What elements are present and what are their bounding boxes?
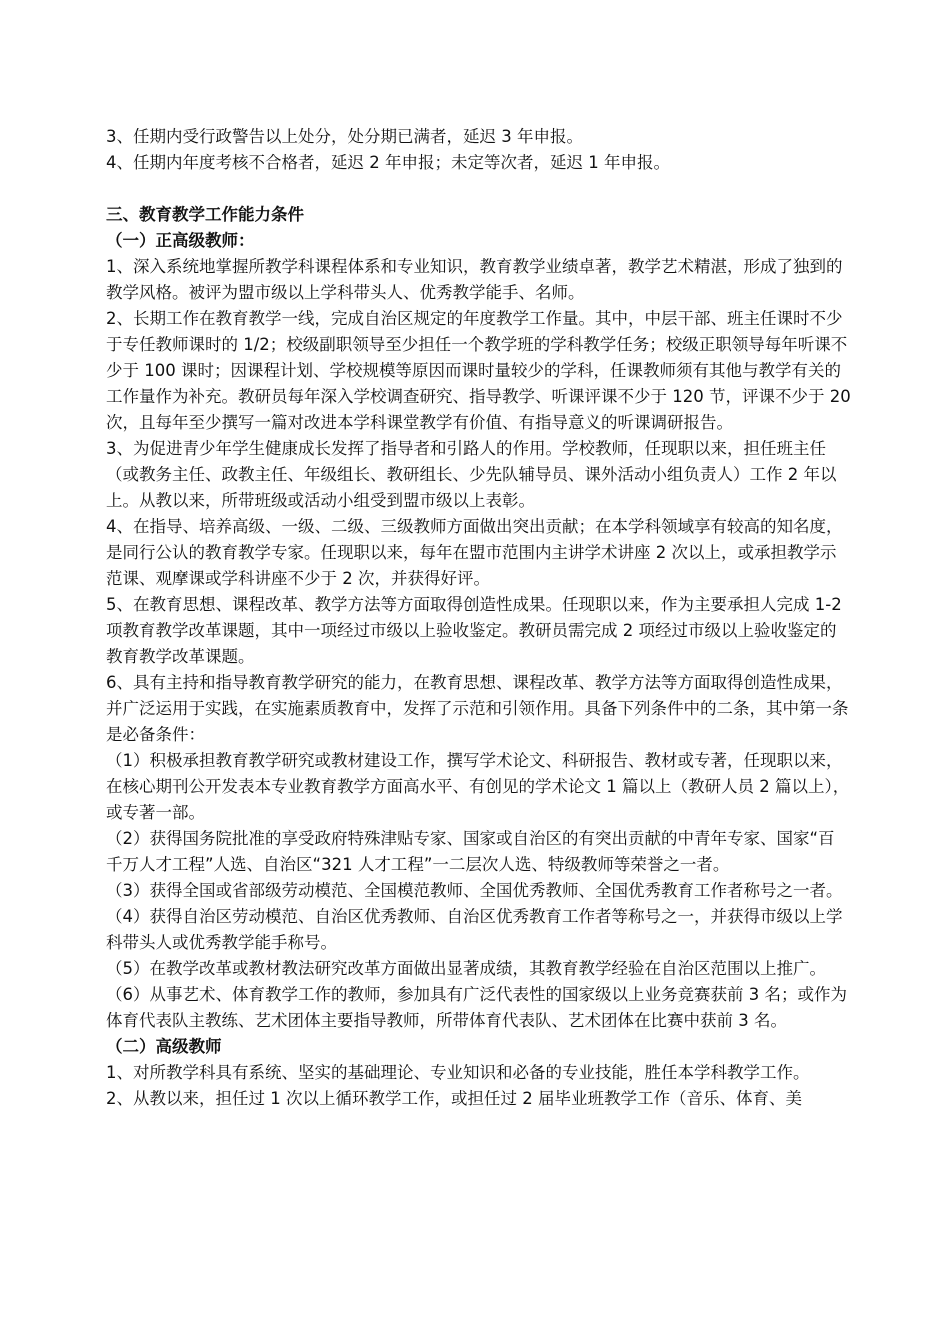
senior-item-3: 3、为促进青少年学生健康成长发挥了指导者和引路人的作用。学校教师，任现职以来，担任班主任（或教务主任、政教主任、年级组长、教研组长、少先队辅导员、课外活动小组负责人）工作 2 年以上。从教以来，所带班级或活动小组受到盟市级以上表彰。 bbox=[106, 439, 837, 510]
section-title: 三、教育教学工作能力条件 bbox=[106, 205, 304, 224]
senior-item-1: 1、深入系统地掌握所教学科课程体系和专业知识，教育教学业绩卓著，教学艺术精湛，形成了独到的教学风格。被评为盟市级以上学科带头人、优秀教学能手、名师。 bbox=[106, 257, 843, 302]
document-body bbox=[106, 124, 851, 1112]
condition-4: （4）获得自治区劳动模范、自治区优秀教师、自治区优秀教育工作者等称号之一，并获得市级以上学科带头人或优秀教学能手称号。 bbox=[106, 907, 843, 952]
condition-6: （6）从事艺术、体育教学工作的教师，参加具有广泛代表性的国家级以上业务竞赛获前 3 名；或作为体育代表队主教练、艺术团体主要指导教师，所带体育代表队、艺术团体在比赛中获前 3 名。 bbox=[106, 985, 847, 1030]
top-item-4: 4、任期内年度考核不合格者，延迟 2 年申报；未定等次者，延迟 1 年申报。 bbox=[106, 153, 670, 172]
senior-item-2: 2、长期工作在教育教学一线，完成自治区规定的年度教学工作量。其中，中层干部、班主任课时不少于专任教师课时的 1/2；校级副职领导至少担任一个教学班的学科教学任务；校级正职领导每年听课不少于 100 课时；因课程计划、学校规模等原因而课时量较少的学科，任课教师须有其他与教学有关的工作量作为补充。教研员每年深入学校调查研究、指导教学、听课评课不少于 120 节，评课不少于 20 次，且每年至少撰写一篇对改进本学科课堂教学有价值、有指导意义的听课调研报告。 bbox=[106, 309, 851, 432]
senior-item-4: 4、在指导、培养高级、一级、二级、三级教师方面做出突出贡献；在本学科领域享有较高的知名度，是同行公认的教育教学专家。任现职以来，每年在盟市范围内主讲学术讲座 2 次以上，或承担教学示范课、观摩课或学科讲座不少于 2 次，并获得好评。 bbox=[106, 517, 843, 588]
condition-5: （5）在教学改革或教材教法研究改革方面做出显著成绩，其教育教学经验在自治区范围以上推广。 bbox=[106, 959, 826, 978]
senior-item-6: 6、具有主持和指导教育教学研究的能力，在教育思想、课程改革、教学方法等方面取得创造性成果，并广泛运用于实践，在实施素质教育中，发挥了示范和引领作用。具备下列条件中的二条，其中第一条是必备条件： bbox=[106, 673, 849, 744]
subsection-title-senior: （一）正高级教师： bbox=[106, 231, 255, 250]
condition-3: （3）获得全国或省部级劳动模范、全国模范教师、全国优秀教师、全国优秀教育工作者称号之一者。 bbox=[106, 881, 843, 900]
blank-line bbox=[106, 176, 851, 202]
condition-2: （2）获得国务院批准的享受政府特殊津贴专家、国家或自治区的有突出贡献的中青年专家、国家“百千万人才工程”人选、自治区“321 人才工程”一二层次人选、特级教师等荣誉之一者。 bbox=[106, 829, 835, 874]
top-item-3: 3、任期内受行政警告以上处分，处分期已满者，延迟 3 年申报。 bbox=[106, 127, 583, 146]
advanced-item-1: 1、对所教学科具有系统、坚实的基础理论、专业知识和必备的专业技能，胜任本学科教学工作。 bbox=[106, 1063, 810, 1082]
advanced-item-2: 2、从教以来，担任过 1 次以上循环教学工作，或担任过 2 届毕业班教学工作（音乐、体育、美 bbox=[106, 1089, 802, 1108]
senior-item-5: 5、在教育思想、课程改革、教学方法等方面取得创造性成果。任现职以来，作为主要承担人完成 1-2 项教育教学改革课题，其中一项经过市级以上验收鉴定。教研员需完成 2 项经过市级以上验收鉴定的教育教学改革课题。 bbox=[106, 595, 842, 666]
condition-1: （1）积极承担教育教学研究或教材建设工作，撰写学术论文、科研报告、教材或专著，任现职以来，在核心期刊公开发表本专业教育教学方面高水平、有创见的学术论文 1 篇以上（教研人员 2 篇以上），或专著一部。 bbox=[106, 751, 850, 822]
subsection-title-advanced: （二）高级教师 bbox=[106, 1037, 222, 1056]
